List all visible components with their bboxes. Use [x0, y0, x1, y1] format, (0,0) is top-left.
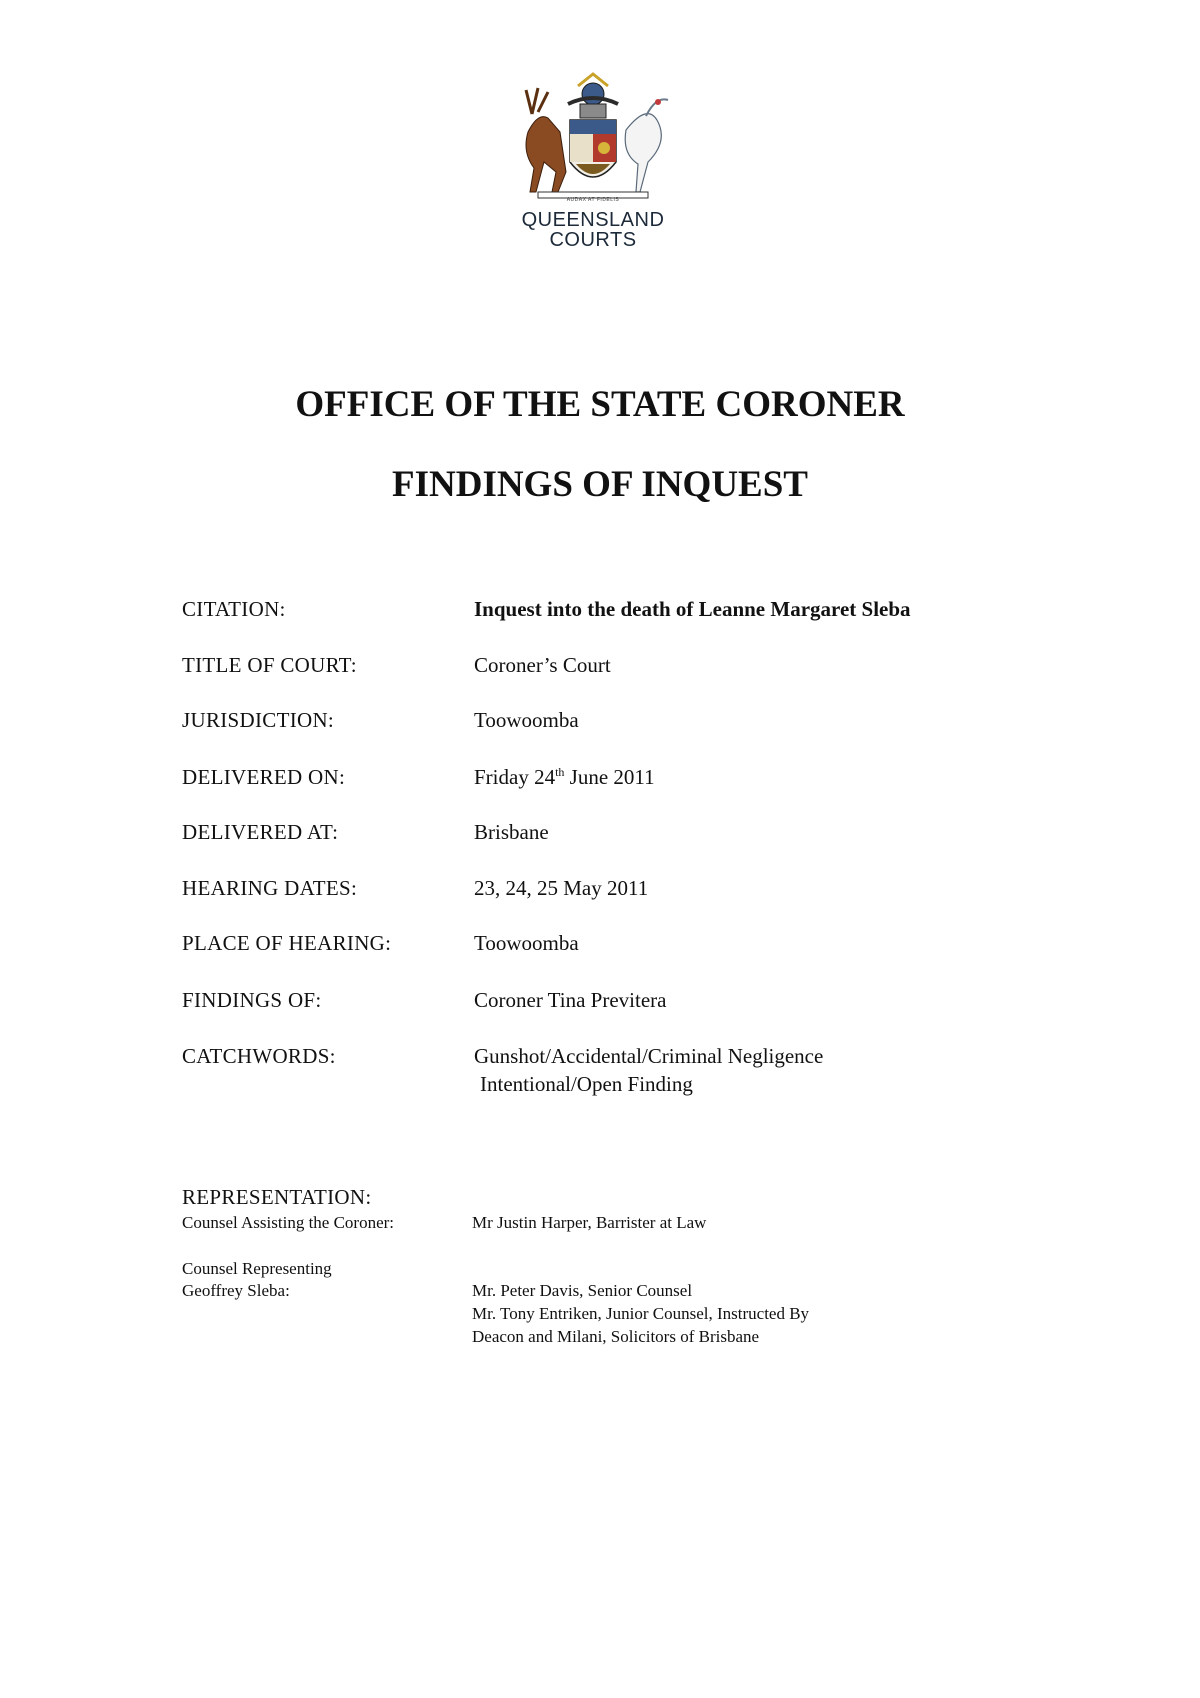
counsel-representing-label-line1: Counsel Representing	[182, 1259, 332, 1278]
court-value: Coroner’s Court	[474, 653, 611, 677]
office-title: OFFICE OF THE STATE CORONER	[295, 384, 905, 425]
delivered-on-value	[474, 763, 655, 791]
delivered-at-value: Brisbane	[474, 820, 549, 844]
place-of-hearing-value: Toowoomba	[474, 931, 579, 955]
delivered-on-label: DELIVERED ON:	[182, 765, 346, 789]
catchwords-value-line1: Gunshot/Accidental/Criminal Negligence	[474, 1044, 824, 1068]
hearing-dates-value: 23, 24, 25 May 2011	[474, 876, 649, 900]
citation-value: Inquest into the death of Leanne Margaret Sleba	[474, 597, 911, 621]
counsel-representing-value-line2: Mr. Tony Entriken, Junior Counsel, Instructed By	[472, 1304, 810, 1323]
hearing-dates-label: HEARING DATES:	[182, 876, 358, 900]
counsel-representing-value-line3: Deacon and Milani, Solicitors of Brisbane	[472, 1327, 760, 1346]
jurisdiction-label: JURISDICTION:	[182, 708, 335, 732]
logo-motto: AUDAX AT FIDELIS	[566, 197, 620, 203]
representation-heading: REPRESENTATION:	[182, 1185, 372, 1209]
place-of-hearing-label: PLACE OF HEARING:	[182, 931, 392, 955]
catchwords-value-line2: Intentional/Open Finding	[480, 1072, 693, 1096]
counsel-assisting-label: Counsel Assisting the Coroner:	[182, 1213, 395, 1232]
court-label: TITLE OF COURT:	[182, 653, 357, 677]
findings-title: FINDINGS OF INQUEST	[392, 464, 808, 505]
delivered-on-suffix: th	[555, 765, 565, 779]
delivered-at-label: DELIVERED AT:	[182, 820, 339, 844]
counsel-representing-value-line1: Mr. Peter Davis, Senior Counsel	[472, 1281, 693, 1300]
logo-text-queensland: QUEENSLAND	[521, 209, 665, 231]
counsel-representing-label-line2: Geoffrey Sleba:	[182, 1281, 290, 1300]
catchwords-label: CATCHWORDS:	[182, 1044, 336, 1068]
delivered-on-day: Friday 24	[474, 765, 556, 789]
delivered-on-month-year: June 2011	[564, 765, 655, 789]
findings-of-label: FINDINGS OF:	[182, 988, 322, 1012]
citation-label: CITATION:	[182, 597, 286, 621]
counsel-assisting-value: Mr Justin Harper, Barrister at Law	[472, 1213, 707, 1232]
coat-of-arms-icon	[508, 72, 678, 212]
logo-text-courts: COURTS	[549, 229, 637, 251]
queensland-courts-logo	[508, 72, 678, 252]
jurisdiction-value: Toowoomba	[474, 708, 579, 732]
findings-of-value: Coroner Tina Previtera	[474, 988, 667, 1012]
